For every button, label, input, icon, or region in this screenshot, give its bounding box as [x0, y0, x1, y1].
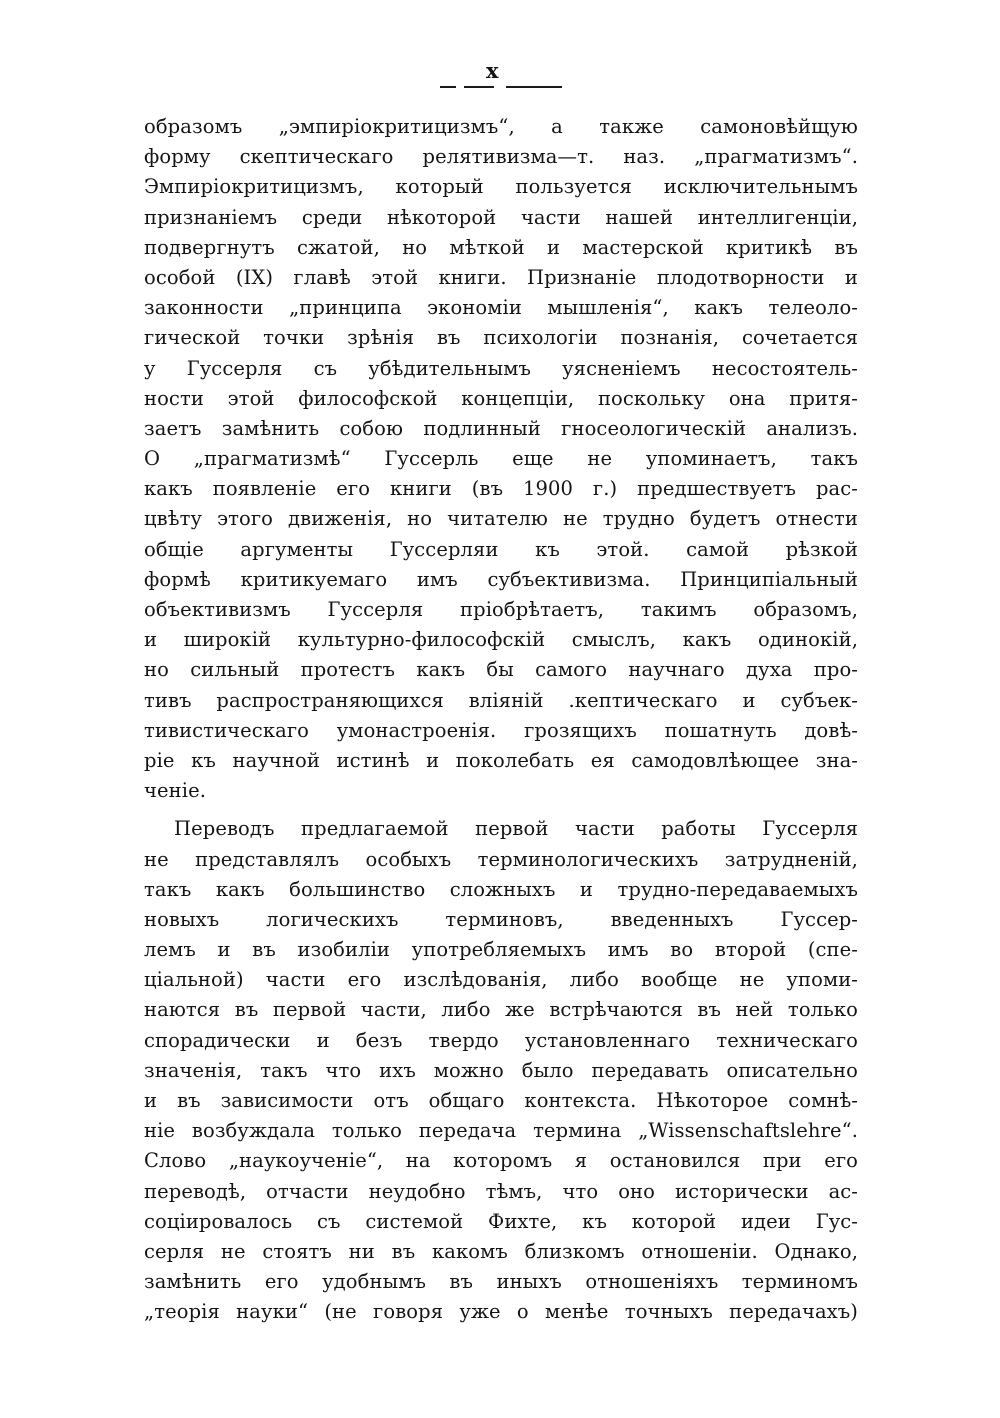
text-line: общіе аргументы Гуссерляи къ этой. самой рѣзкой — [144, 537, 858, 561]
text-line: формѣ критикуемаго имъ субъективизма. Принципіальный — [144, 567, 858, 591]
body-text — [144, 112, 858, 1328]
text-line: О „прагматизмѣ“ Гуссерль еще не упоминаетъ, такъ — [144, 447, 858, 471]
text-line: значенія, такъ что ихъ можно было передавать описательно — [144, 1058, 858, 1082]
text-line: ріе къ научной истинѣ и поколебать ея самодовлѣющее зна- — [144, 748, 858, 772]
text-line: Эмпиріокритицизмъ, который пользуется исключительнымъ — [144, 175, 858, 199]
text-line: заетъ замѣнить собою подлинный гносеологическій анализъ. — [144, 416, 858, 440]
text-line: и широкій культурно-философскій смыслъ, какъ одинокій, — [144, 628, 858, 652]
text-line: спорадически и безъ твердо установленнаго техническаго — [144, 1028, 858, 1052]
text-line: форму скептическаго релятивизма—т. наз. „прагматизмъ“. — [144, 145, 858, 169]
text-line: переводѣ, отчасти неудобно тѣмъ, что оно исторически ас- — [144, 1179, 858, 1203]
text-line: ціальной) части его изслѣдованія, либо вообще не упоми- — [144, 968, 858, 992]
header-rule — [464, 86, 494, 88]
text-line: новыхъ логическихъ терминовъ, введенныхъ Гуссер- — [144, 907, 858, 931]
text-line: подвергнутъ сжатой, но мѣткой и мастерской критикѣ въ — [144, 235, 858, 259]
text-line: ченіе. — [144, 779, 207, 803]
text-line: лемъ и въ изобиліи употребляемыхъ имъ во второй (спе- — [144, 938, 858, 962]
text-line: такъ какъ большинство сложныхъ и трудно-передаваемыхъ — [144, 877, 858, 901]
text-line: и въ зависимости отъ общаго контекста. Нѣкоторое сомнѣ- — [144, 1089, 858, 1112]
text-line: у Гуссерля съ убѣдительнымъ уясненіемъ несостоятель- — [144, 356, 858, 380]
paragraph-1 — [144, 112, 858, 806]
text-line: Слово „наукоученіе“, на которомъ я остановился при его — [144, 1149, 858, 1173]
text-line: особой (IX) главѣ этой книги. Признаніе плодотворности и — [144, 265, 858, 289]
text-line: образомъ „эмпиріокритицизмъ“, а также самоновѣйщую — [144, 115, 858, 138]
text-line: ніе возбуждала только передача термина „Wissenschaftslehre“. — [144, 1119, 858, 1143]
header-rule — [440, 86, 456, 88]
text-line: „теорія науки“ (не говоря уже о менѣе точныхъ передачахъ) — [144, 1300, 858, 1324]
text-line: ности этой философской концепціи, поскольку она притя- — [144, 386, 858, 410]
text-line: замѣнить его удобнымъ въ иныхъ отношеніяхъ терминомъ — [144, 1270, 858, 1294]
text-line: законности „принципа экономіи мышленія“, какъ телеоло- — [144, 296, 858, 320]
text-line: Переводъ предлагаемой первой части работы Гуссерля — [174, 817, 858, 841]
text-line: гической точки зрѣнія въ психологіи познанія, сочетается — [144, 326, 858, 350]
text-line: признаніемъ среди нѣкоторой части нашей интеллигенціи, — [144, 205, 858, 229]
text-line: какъ появленіе его книги (въ 1900 г.) предшествуетъ рас- — [144, 477, 858, 501]
text-line: тивъ распространяющихся вліяній .кептическаго и субъек- — [144, 688, 858, 712]
paragraph-gap — [144, 806, 858, 814]
paragraph-2 — [144, 814, 858, 1327]
page-header — [440, 56, 564, 96]
text-line: но сильный протестъ какъ бы самого научнаго духа про- — [144, 658, 858, 682]
text-line: тивистическаго умонастроенія. грозящихъ пошатнуть довѣ- — [144, 718, 858, 742]
header-rule — [506, 86, 562, 88]
text-line: наются въ первой части, либо же встрѣчаются въ ней только — [144, 998, 858, 1022]
text-line: объективизмъ Гуссерля пріобрѣтаетъ, такимъ образомъ, — [144, 598, 858, 621]
text-line: не представлялъ особыхъ терминологическихъ затрудненій, — [144, 847, 858, 871]
text-line: соціировалось съ системой Фихте, къ которой идеи Гус- — [144, 1209, 858, 1233]
text-line: цвѣту этого движенія, но читателю не трудно будетъ отнести — [144, 507, 858, 531]
page-number: x — [486, 58, 500, 83]
text-line: серля не стоятъ ни въ какомъ близкомъ отношеніи. Однако, — [144, 1239, 858, 1263]
